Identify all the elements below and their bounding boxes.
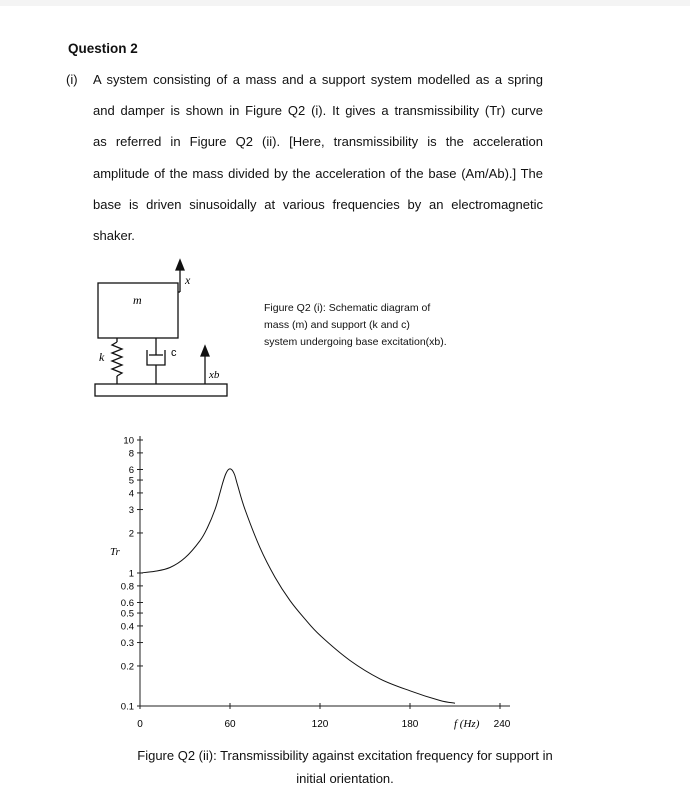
paragraph-line: amplitude of the mass divided by the acceleration of the base (Am/Ab).] The (93, 166, 543, 181)
mass-label: m (133, 293, 142, 307)
y-tick-label: 8 (128, 448, 134, 460)
y-tick-label: 5 (128, 475, 134, 487)
paragraph-line: and damper is shown in Figure Q2 (i). It gives a transmissibility (Tr) curve (93, 103, 543, 118)
y-tick-label: 0.3 (120, 638, 134, 650)
paragraph-line: A system consisting of a mass and a support system modelled as a spring (93, 72, 543, 87)
y-tick-label: 2 (128, 528, 134, 540)
y-tick-label: 1 (128, 568, 134, 580)
item-number: (i) (66, 72, 78, 87)
base-displacement-arrow (201, 346, 209, 384)
damper (147, 338, 165, 384)
figure2-caption-line: Figure Q2 (ii): Transmissibility against excitation frequency for support in (137, 748, 553, 763)
x-tick-label: 180 (401, 719, 419, 730)
y-tick-label: 0.4 (120, 621, 134, 633)
y-tick-label: 0.2 (120, 661, 134, 673)
paragraph-line: base is driven sinusoidally at various frequencies by an electromagnetic (93, 197, 543, 212)
y-tick-label: 10 (123, 435, 134, 447)
mass-block (98, 283, 178, 338)
y-tick-label: 4 (128, 488, 134, 500)
caption-line: system undergoing base excitation(xb). (264, 336, 447, 348)
paragraph-line: as referred in Figure Q2 (ii). [Here, transmissibility is the acceleration (93, 134, 543, 149)
y-tick-label: 0.6 (120, 598, 134, 610)
question-heading: Question 2 (68, 41, 138, 56)
damper-label: c (171, 347, 177, 359)
page-top-edge (0, 0, 690, 6)
displacement-arrow (176, 260, 184, 292)
y-tick-label: 0.5 (120, 608, 134, 620)
figure2-caption-line: initial orientation. (296, 771, 394, 786)
x-tick-label: 240 (493, 719, 511, 730)
paragraph-line: shaker. (93, 228, 135, 243)
figure1-caption (264, 300, 524, 351)
x-tick-label: 120 (311, 719, 329, 730)
spring (112, 338, 122, 384)
x-tick-label: 60 (224, 719, 236, 730)
y-tick-label: 0.8 (120, 581, 134, 593)
x-axis-label: f (Hz) (454, 718, 480, 730)
caption-line: mass (m) and support (k and c) (264, 319, 410, 331)
base-displacement-label: xb (209, 369, 220, 381)
y-tick-label: 6 (128, 465, 134, 477)
spring-label: k (99, 350, 105, 364)
x-tick-label: 0 (137, 719, 143, 730)
caption-line: Figure Q2 (i): Schematic diagram of (264, 302, 431, 314)
tr-curve (140, 469, 455, 703)
y-tick-label: 3 (128, 505, 134, 517)
y-tick-label: 0.1 (120, 701, 134, 713)
base-plate (95, 384, 227, 396)
y-axis-label: Tr (110, 546, 120, 558)
displacement-label: x (185, 273, 191, 287)
